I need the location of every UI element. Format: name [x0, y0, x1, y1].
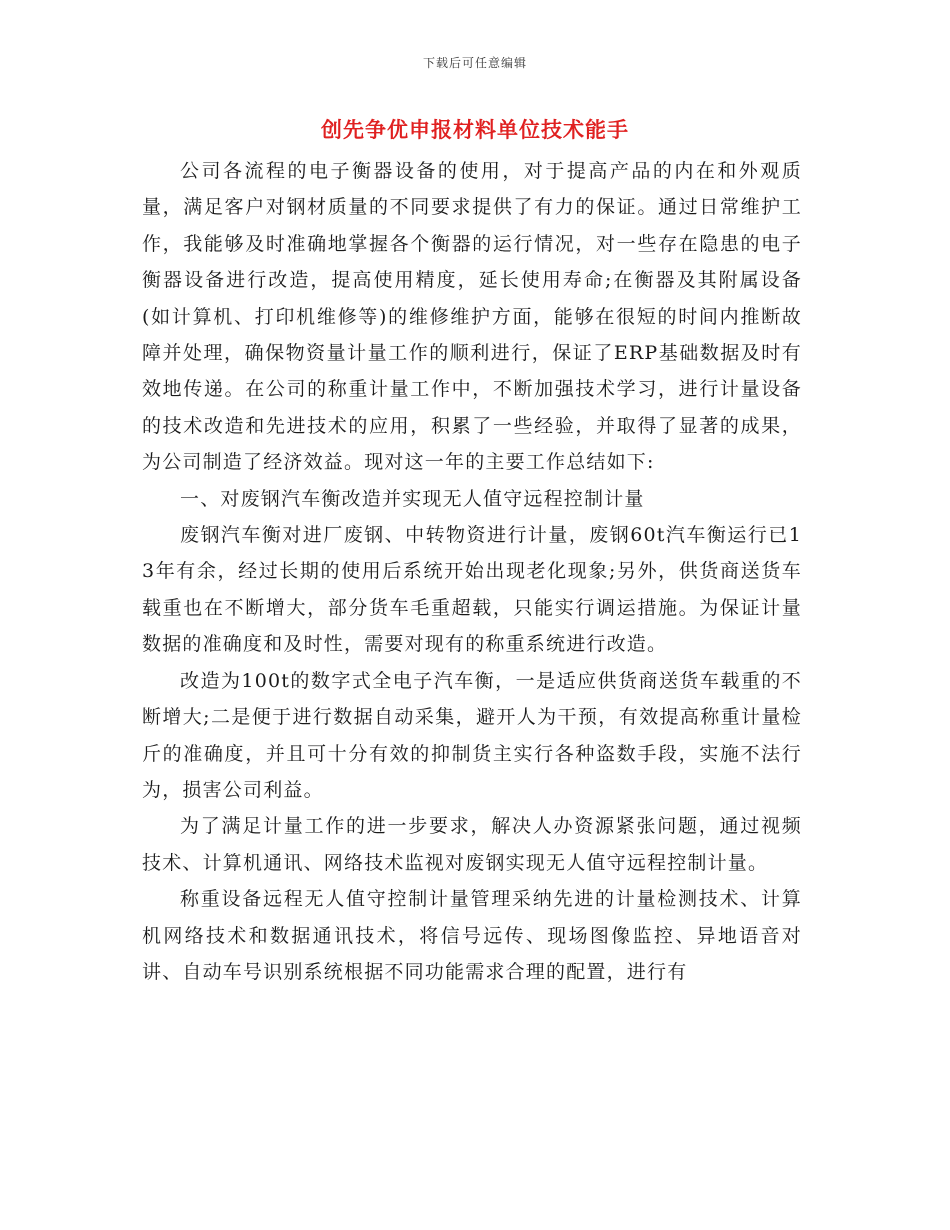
document-title: 创先争优申报材料单位技术能手: [321, 117, 629, 142]
paragraph-upgrade: 改造为100t的数字式全电子汽车衡，一是适应供货商送货车载重的不断增大;二是便于进行数据自动采集，避开人为干预，有效提高称重计量检斤的准确度，并且可十分有效的抑制货主实行各种盗数手段，实施不法行为，损害公司利益。: [142, 669, 802, 801]
paragraph-intro: 公司各流程的电子衡器设备的使用，对于提高产品的内在和外观质量，满足客户对钢材质量的不同要求提供了有力的保证。通过日常维护工作，我能够及时准确地掌握各个衡器的运行情况，对一些存在隐患的电子衡器设备进行改造，提高使用精度，延长使用寿命;在衡器及其附属设备(如计算机、打印机维修等)的维修维护方面，能够在很短的时间内推断故障并处理，确保物资量计量工作的顺利进行，保证了ERP基础数据及时有效地传递。在公司的称重计量工作中，不断加强技术学习，进行计量设备的技术改造和先进技术的应用，积累了一些经验，并取得了显著的成果，为公司制造了经济效益。现对这一年的主要工作总结如下:: [142, 160, 802, 474]
section-heading-1: 一、对废钢汽车衡改造并实现无人值守远程控制计量: [180, 487, 645, 510]
paragraph-scrap-scale: 废钢汽车衡对进厂废钢、中转物资进行计量，废钢60t汽车衡运行已13年有余，经过长期的使用后系统开始出现老化现象;另外，供货商送货车载重也在不断增大，部分货车毛重超载，只能实行调运措施。为保证计量数据的准确度和及时性，需要对现有的称重系统进行改造。: [142, 524, 802, 656]
document-body: [142, 153, 802, 990]
page-header: 下载后可任意编辑: [422, 56, 527, 70]
paragraph-remote-control: 为了满足计量工作的进一步要求，解决人办资源紧张问题，通过视频技术、计算机通讯、网络技术监视对废钢实现无人值守远程控制计量。: [142, 815, 802, 874]
paragraph-system-description: 称重设备远程无人值守控制计量管理采纳先进的计量检测技术、计算机网络技术和数据通讯技术，将信号远传、现场图像监控、异地语音对讲、自动车号识别系统根据不同功能需求合理的配置，进行有: [142, 888, 802, 983]
